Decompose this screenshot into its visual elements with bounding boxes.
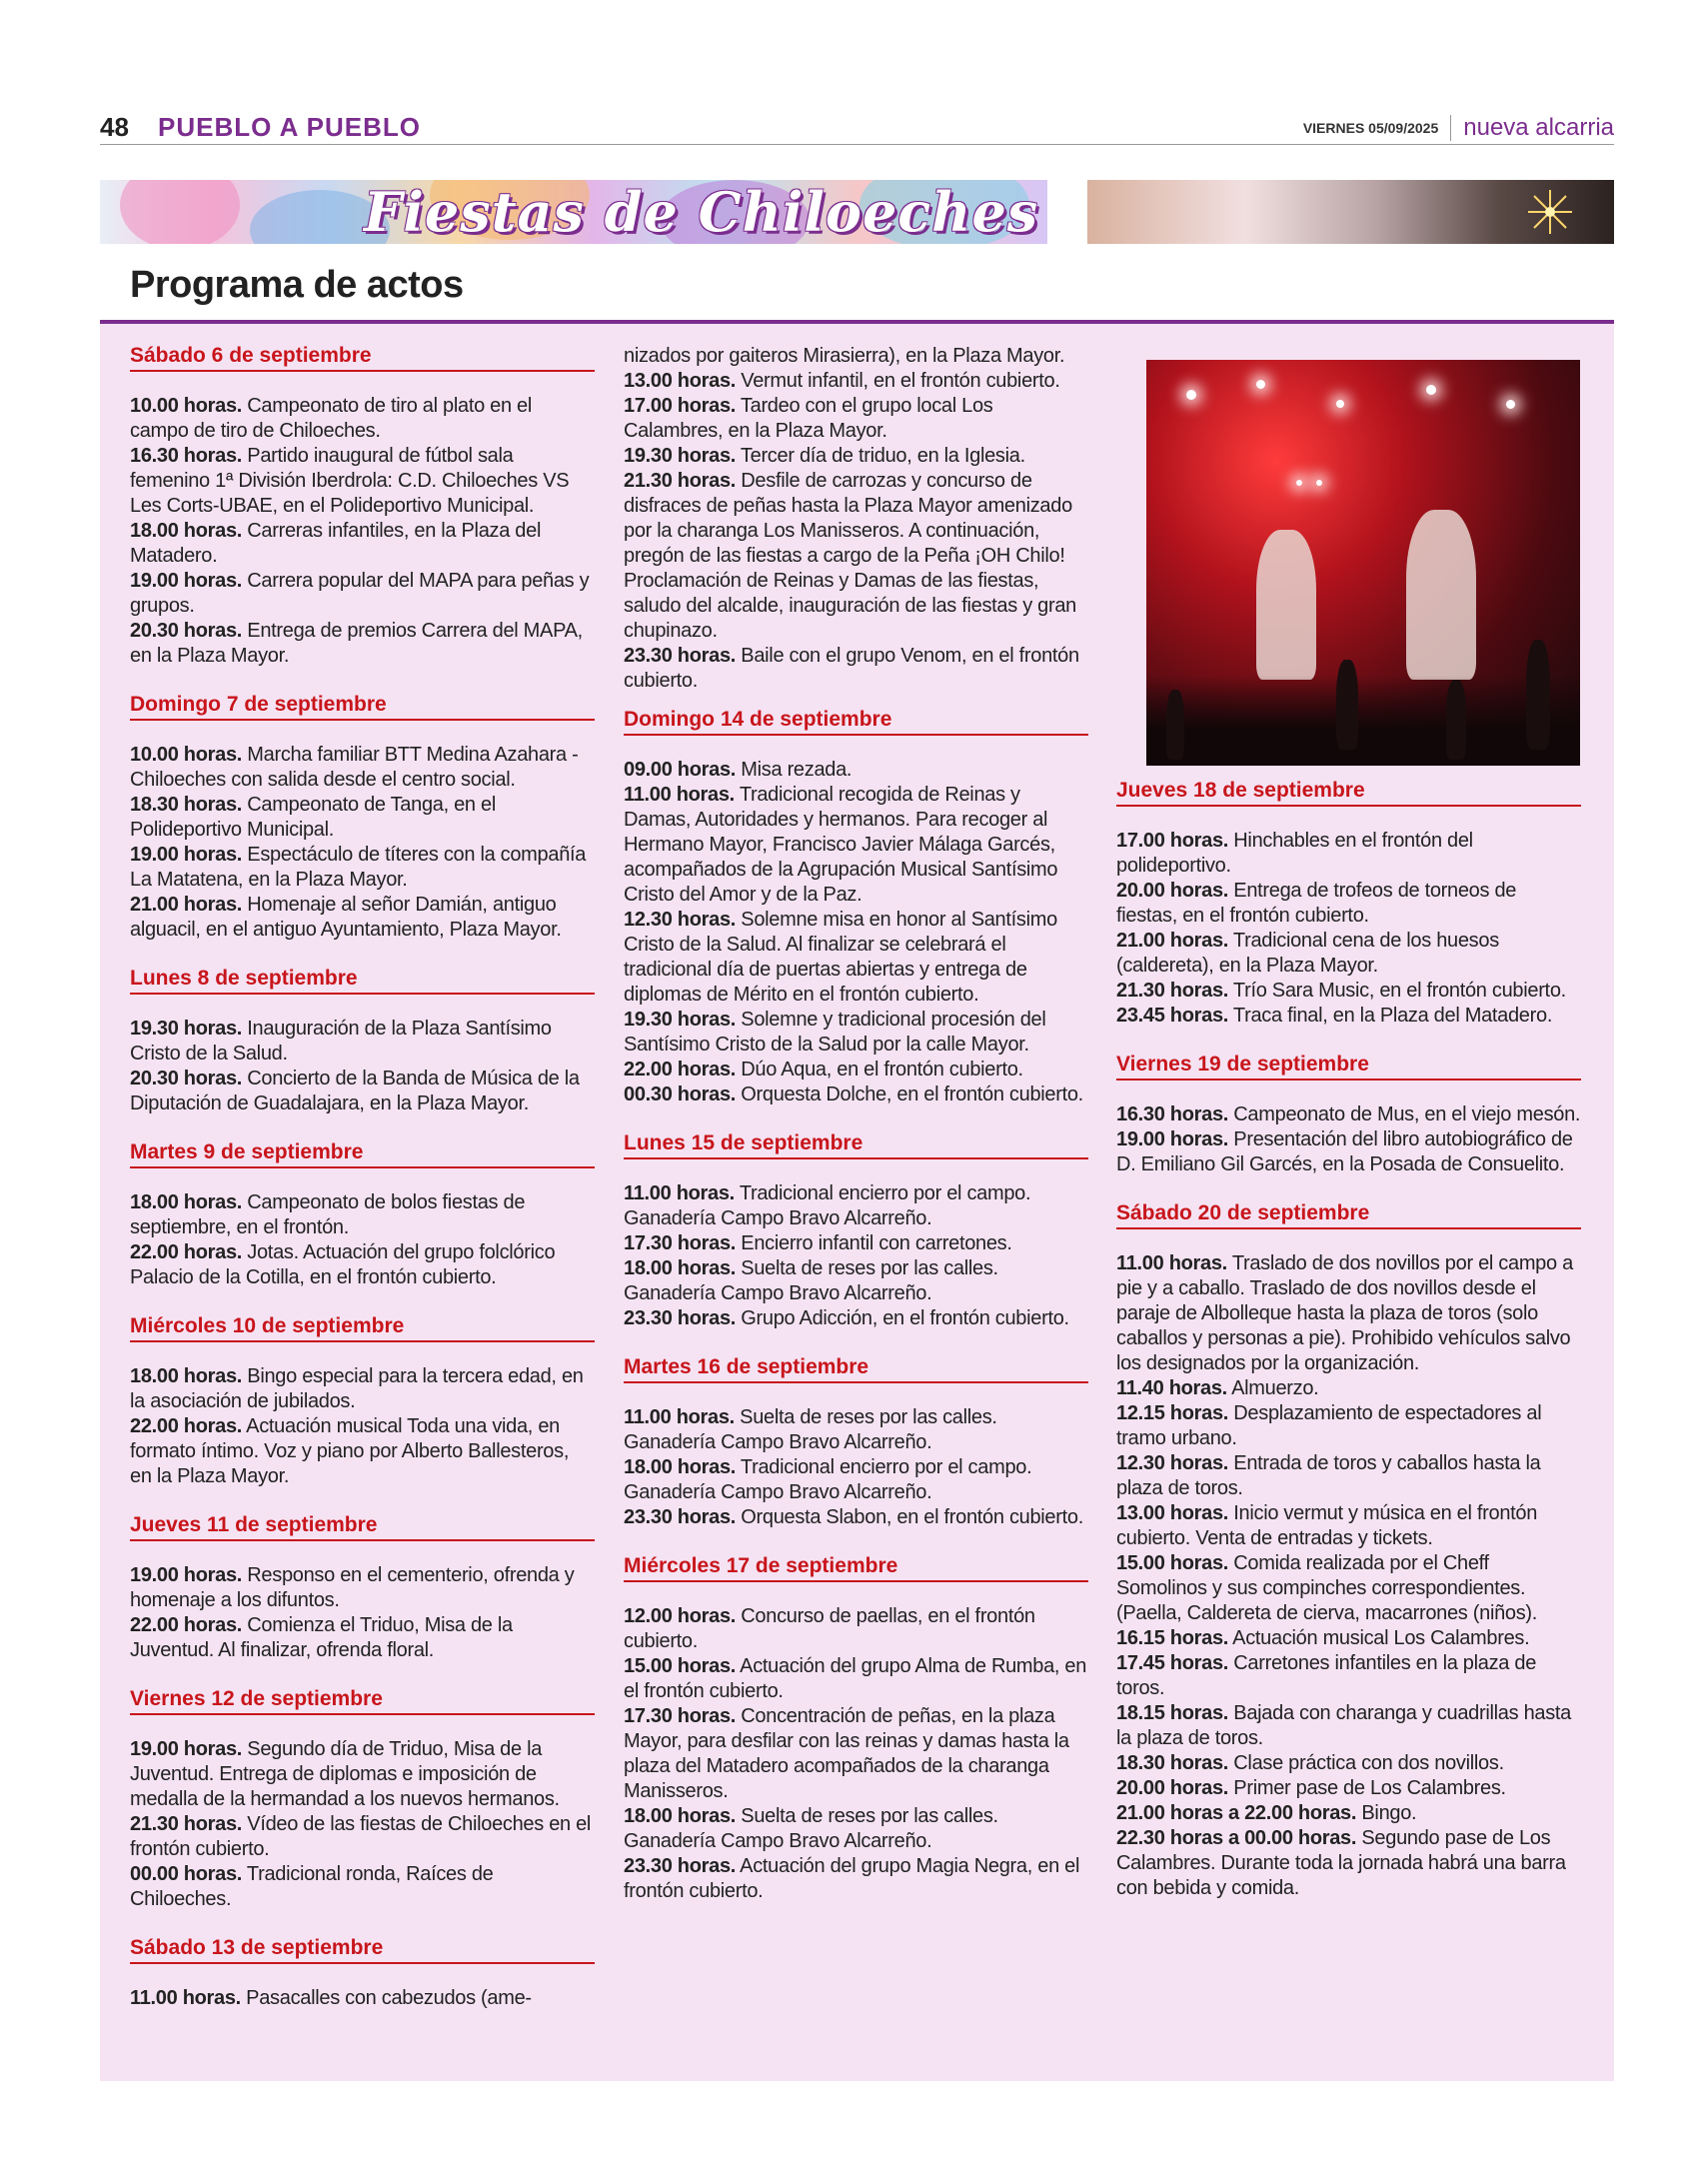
event-time: 21.30 horas. xyxy=(1116,980,1229,1002)
event-time: 23.30 horas. xyxy=(624,1307,737,1329)
program-event xyxy=(624,1306,1088,1331)
day-title: Lunes 15 de septiembre xyxy=(624,1131,1088,1159)
continued-text: nizados por gaiteros Mirasierra), en la Plaza Mayor. xyxy=(624,345,1065,367)
event-description: Tercer día de triduo, en la Iglesia. xyxy=(736,445,1025,467)
program-event xyxy=(624,1654,1088,1704)
event-description: Solemne y tradicional procesión del Santísimo Cristo de la Salud por la calle Mayor. xyxy=(624,1009,1046,1056)
program-event xyxy=(1116,1826,1581,1901)
event-time: 15.00 horas. xyxy=(624,1655,737,1677)
day-block xyxy=(1116,779,1581,1043)
section-title: PUEBLO A PUEBLO xyxy=(158,112,421,142)
program-event xyxy=(130,893,595,943)
event-time: 23.30 horas. xyxy=(624,1855,737,1877)
event-description: Entrega de premios Carrera del MAPA, en la Plaza Mayor. xyxy=(130,620,583,667)
event-description: Suelta de reses por las calles. Ganadería Campo Bravo Alcarreño. xyxy=(624,1406,997,1453)
day-title: Domingo 14 de septiembre xyxy=(624,708,1088,736)
day-block xyxy=(624,1131,1088,1345)
event-time: 21.00 horas a 22.00 horas. xyxy=(1116,1802,1357,1824)
event-time: 12.30 horas. xyxy=(1116,1452,1229,1474)
concert-photo xyxy=(1146,360,1580,766)
event-time: 13.00 horas. xyxy=(624,370,737,392)
day-title: Martes 16 de septiembre xyxy=(624,1355,1088,1383)
event-description: Traslado de dos novillos por el campo a pie y a caballo. Traslado de dos novillos desde el paraje de Albolleque hasta la plaza de toros (solo caballos y personas a pie). Prohibido vehículos salvo los designados por la organización. xyxy=(1116,1252,1573,1374)
event-description: Partido inaugural de fútbol sala femenino 1ª División Iberdrola: C.D. Chiloeches VS Les Corts-UBAE, en el Polideportivo Municipal. xyxy=(130,445,570,517)
program-event xyxy=(1116,1127,1581,1177)
program-event xyxy=(130,743,595,793)
event-description: Encierro infantil con carretones. xyxy=(736,1232,1012,1254)
day-block xyxy=(130,967,595,1130)
event-description: Campeonato de bolos fiestas de septiembre, en el frontón. xyxy=(130,1191,526,1238)
day-block xyxy=(1116,1201,1581,1915)
program-event xyxy=(624,1231,1088,1256)
event-time: 11.00 horas. xyxy=(130,1987,241,2009)
event-time: 21.30 horas. xyxy=(624,470,737,492)
event-description: Pasacalles con cabezudos (ame- xyxy=(240,1987,532,2009)
day-title: Domingo 7 de septiembre xyxy=(130,693,595,721)
program-event xyxy=(130,1986,595,2011)
day-title: Sábado 20 de septiembre xyxy=(1116,1201,1581,1229)
event-description: Baile con el grupo Venom, en el frontón cubierto. xyxy=(624,645,1079,692)
program-event xyxy=(1116,1626,1581,1651)
event-description: Carretones infantiles en la plaza de toros. xyxy=(1116,1652,1537,1699)
day-block xyxy=(130,1314,595,1503)
program-event xyxy=(624,758,1088,783)
program-event xyxy=(624,444,1088,469)
event-description: Tradicional encierro por el campo. Ganadería Campo Bravo Alcarreño. xyxy=(624,1182,1031,1229)
event-description: Segundo pase de Los Calambres. Durante toda la jornada habrá una barra con bebida y comida. xyxy=(1116,1827,1566,1899)
program-event xyxy=(130,1017,595,1067)
program-event xyxy=(1116,1376,1581,1401)
program-event xyxy=(1116,1401,1581,1451)
column-2 xyxy=(624,344,1088,1928)
day-block xyxy=(624,708,1088,1121)
program-event xyxy=(624,783,1088,908)
event-time: 17.45 horas. xyxy=(1116,1652,1229,1674)
header-meta xyxy=(1303,114,1614,142)
event-time: 18.00 horas. xyxy=(130,1365,243,1387)
event-time: 17.30 horas. xyxy=(624,1232,737,1254)
event-description: Traca final, en la Plaza del Matadero. xyxy=(1228,1005,1553,1027)
event-time: 18.30 horas. xyxy=(130,794,243,816)
event-description: Trío Sara Music, en el frontón cubierto. xyxy=(1228,980,1566,1002)
event-time: 18.00 horas. xyxy=(624,1456,737,1478)
day-title: Martes 9 de septiembre xyxy=(130,1140,595,1168)
day-block xyxy=(1116,1053,1581,1191)
event-description: Desplazamiento de espectadores al tramo urbano. xyxy=(1116,1402,1542,1449)
program-event xyxy=(624,1455,1088,1505)
event-description: Bajada con charanga y cuadrillas hasta la plaza de toros. xyxy=(1116,1702,1571,1749)
event-description: Responso en el cementerio, ofrenda y homenaje a los difuntos. xyxy=(130,1564,575,1611)
event-time: 00.30 horas. xyxy=(624,1084,737,1105)
program-event xyxy=(130,1240,595,1290)
event-time: 11.00 horas. xyxy=(624,784,735,806)
program-event xyxy=(130,1414,595,1489)
event-time: 22.00 horas. xyxy=(130,1614,243,1636)
event-description: Tradicional recogida de Reinas y Damas, Autoridades y hermanos. Para recoger al Hermano Mayor, Francisco Javier Málaga Garcés, acompañados de la Agrupación Musical Santísimo Cristo del Amor y de la Paz. xyxy=(624,784,1058,906)
event-time: 18.00 horas. xyxy=(624,1805,737,1827)
event-description: Concurso de paellas, en el frontón cubierto. xyxy=(624,1605,1035,1652)
newspaper-name: nueva alcarria xyxy=(1463,114,1614,141)
event-time: 17.00 horas. xyxy=(1116,830,1229,852)
event-time: 22.00 horas. xyxy=(624,1059,737,1081)
event-description: Orquesta Dolche, en el frontón cubierto. xyxy=(736,1084,1083,1105)
day-title: Jueves 18 de septiembre xyxy=(1116,779,1581,807)
program-event xyxy=(624,1804,1088,1854)
event-description: Clase práctica con dos novillos. xyxy=(1228,1752,1504,1774)
event-description: Jotas. Actuación del grupo folclórico Palacio de la Cotilla, en el frontón cubierto. xyxy=(130,1241,556,1288)
event-time: 22.30 horas a 00.00 horas. xyxy=(1116,1827,1357,1849)
program-event xyxy=(130,394,595,444)
event-time: 23.30 horas. xyxy=(624,1506,737,1528)
program-event xyxy=(1116,1451,1581,1501)
event-description: Concentración de peñas, en la plaza Mayor, para desfilar con las reinas y damas hasta la plaza del Matadero acompañados de la charanga Manisseros. xyxy=(624,1705,1069,1802)
event-time: 22.00 horas. xyxy=(130,1241,243,1263)
program-event xyxy=(1116,1102,1581,1127)
program-event xyxy=(624,908,1088,1008)
event-description: Tradicional ronda, Raíces de Chiloeches. xyxy=(130,1863,494,1910)
event-time: 11.00 horas. xyxy=(1116,1252,1227,1274)
header-divider xyxy=(1450,115,1451,141)
program-event xyxy=(1116,1751,1581,1776)
page-number: 48 xyxy=(100,112,129,142)
event-description: Espectáculo de títeres con la compañía La Matatena, en la Plaza Mayor. xyxy=(130,844,587,891)
event-description: Carrera popular del MAPA para peñas y grupos. xyxy=(130,570,590,617)
event-description: Dúo Aqua, en el frontón cubierto. xyxy=(736,1059,1023,1081)
day-title: Jueves 11 de septiembre xyxy=(130,1513,595,1541)
program-content xyxy=(100,320,1614,2081)
day-title: Miércoles 10 de septiembre xyxy=(130,1314,595,1342)
event-description: Suelta de reses por las calles. Ganadería Campo Bravo Alcarreño. xyxy=(624,1805,998,1852)
program-event xyxy=(1116,1701,1581,1751)
event-description: Campeonato de tiro al plato en el campo de tiro de Chiloeches. xyxy=(130,395,533,442)
program-event xyxy=(624,644,1088,694)
event-time: 18.30 horas. xyxy=(1116,1752,1229,1774)
event-time: 10.00 horas. xyxy=(130,744,243,766)
program-event xyxy=(1116,1004,1581,1029)
event-time: 10.00 horas. xyxy=(130,395,243,417)
program-event xyxy=(624,394,1088,444)
event-description: Bingo especial para la tercera edad, en la asociación de jubilados. xyxy=(130,1365,584,1412)
day-title: Sábado 13 de septiembre xyxy=(130,1936,595,1964)
event-description: Primer pase de Los Calambres. xyxy=(1228,1777,1506,1799)
column-3 xyxy=(1116,779,1581,1925)
program-event xyxy=(130,619,595,669)
column-1 xyxy=(130,344,595,2035)
event-time: 12.00 horas. xyxy=(624,1605,737,1627)
event-description: Campeonato de Tanga, en el Polideportivo Municipal. xyxy=(130,794,496,841)
event-description: Vermut infantil, en el frontón cubierto. xyxy=(736,370,1060,392)
program-event xyxy=(130,1613,595,1663)
program-event xyxy=(1116,829,1581,879)
event-time: 18.00 horas. xyxy=(624,1257,737,1279)
program-event xyxy=(624,1854,1088,1904)
event-time: 11.00 horas. xyxy=(624,1182,735,1204)
event-time: 00.00 horas. xyxy=(130,1863,243,1885)
program-event xyxy=(1116,979,1581,1004)
program-title: Programa de actos xyxy=(130,264,464,306)
event-description: Comienza el Triduo, Misa de la Juventud. Al finalizar, ofrenda floral. xyxy=(130,1614,513,1661)
event-description: Actuación musical Los Calambres. xyxy=(1228,1627,1530,1649)
event-description: Suelta de reses por las calles. Ganadería Campo Bravo Alcarreño. xyxy=(624,1257,998,1304)
event-description: Hinchables en el frontón del polideportivo. xyxy=(1116,830,1473,877)
event-time: 12.30 horas. xyxy=(624,909,737,931)
event-time: 19.30 horas. xyxy=(130,1018,243,1040)
event-description: Tardeo con el grupo local Los Calambres, en la Plaza Mayor. xyxy=(624,395,993,442)
event-time: 16.30 horas. xyxy=(1116,1103,1229,1125)
firework-icon xyxy=(1526,188,1574,236)
event-time: 15.00 horas. xyxy=(1116,1552,1229,1574)
program-event xyxy=(1116,1801,1581,1826)
program-event xyxy=(130,1812,595,1862)
day-block xyxy=(130,1687,595,1926)
event-description: Carreras infantiles, en la Plaza del Matadero. xyxy=(130,520,542,567)
day-title: Viernes 12 de septiembre xyxy=(130,1687,595,1715)
event-time: 20.00 horas. xyxy=(1116,1777,1229,1799)
event-time: 17.00 horas. xyxy=(624,395,737,417)
event-time: 19.30 horas. xyxy=(624,445,737,467)
day-block xyxy=(130,1140,595,1304)
event-time: 18.00 horas. xyxy=(130,1191,243,1213)
program-event xyxy=(130,444,595,519)
day-block xyxy=(624,1355,1088,1544)
program-event xyxy=(130,843,595,893)
event-time: 19.00 horas. xyxy=(1116,1128,1229,1150)
event-time: 21.30 horas. xyxy=(130,1813,243,1835)
event-description: Bingo. xyxy=(1356,1802,1417,1824)
event-description: Actuación del grupo Magia Negra, en el frontón cubierto. xyxy=(624,1855,1080,1902)
program-event xyxy=(130,793,595,843)
event-time: 11.40 horas. xyxy=(1116,1377,1227,1399)
program-event xyxy=(130,1067,595,1116)
event-description: Actuación del grupo Alma de Rumba, en el frontón cubierto. xyxy=(624,1655,1087,1702)
event-time: 21.00 horas. xyxy=(130,894,243,916)
event-description: Entrega de trofeos de torneos de fiestas, en el frontón cubierto. xyxy=(1116,880,1517,927)
issue-date: VIERNES 05/09/2025 xyxy=(1302,120,1439,136)
program-event xyxy=(624,1008,1088,1058)
event-time: 19.00 horas. xyxy=(130,570,243,592)
program-event xyxy=(624,1405,1088,1455)
event-time: 19.00 horas. xyxy=(130,1738,243,1760)
program-event xyxy=(130,519,595,569)
event-time: 19.00 horas. xyxy=(130,1564,243,1586)
program-event xyxy=(1116,929,1581,979)
day-block xyxy=(130,344,595,683)
festival-banner xyxy=(100,180,1614,244)
program-event xyxy=(130,1364,595,1414)
event-description: Vídeo de las fiestas de Chiloeches en el frontón cubierto. xyxy=(130,1813,592,1860)
event-description: Solemne misa en honor al Santísimo Cristo de la Salud. Al finalizar se celebrará el tradicional día de puertas abiertas y entrega de diplomas de Mérito en el frontón cubierto. xyxy=(624,909,1057,1006)
banner-title: Fiestas de Chiloeches xyxy=(364,180,1039,244)
event-time: 17.30 horas. xyxy=(624,1705,737,1727)
event-time: 11.00 horas. xyxy=(624,1406,735,1428)
event-time: 20.00 horas. xyxy=(1116,880,1229,902)
program-event xyxy=(130,1862,595,1912)
program-event xyxy=(624,1256,1088,1306)
event-time: 16.15 horas. xyxy=(1116,1627,1229,1649)
program-event xyxy=(624,1704,1088,1804)
event-description: Concierto de la Banda de Música de la Diputación de Guadalajara, en la Plaza Mayor. xyxy=(130,1068,580,1114)
banner-artwork xyxy=(100,180,1047,244)
program-event xyxy=(624,1505,1088,1530)
event-description: Presentación del libro autobiográfico de D. Emiliano Gil Garcés, en la Posada de Consuelito. xyxy=(1116,1128,1573,1175)
day-block xyxy=(130,1936,595,2025)
event-time: 19.00 horas. xyxy=(130,844,243,866)
event-description: Inauguración de la Plaza Santísimo Cristo de la Salud. xyxy=(130,1018,552,1065)
program-event xyxy=(130,569,595,619)
event-description: Inicio vermut y música en el frontón cubierto. Venta de entradas y tickets. xyxy=(1116,1502,1538,1549)
program-event xyxy=(624,469,1088,644)
event-description: Homenaje al señor Damián, antiguo alguacil, en el antiguo Ayuntamiento, Plaza Mayor. xyxy=(130,894,562,941)
event-time: 16.30 horas. xyxy=(130,445,243,467)
event-time: 13.00 horas. xyxy=(1116,1502,1229,1524)
program-event xyxy=(624,1181,1088,1231)
event-time: 18.15 horas. xyxy=(1116,1702,1229,1724)
program-event xyxy=(1116,1776,1581,1801)
event-time: 22.00 horas. xyxy=(130,1415,243,1437)
day-title: Lunes 8 de septiembre xyxy=(130,967,595,995)
page-header xyxy=(100,112,1614,145)
program-event xyxy=(1116,1501,1581,1551)
event-description: Entrada de toros y caballos hasta la plaza de toros. xyxy=(1116,1452,1541,1499)
program-event xyxy=(1116,1651,1581,1701)
event-time: 20.30 horas. xyxy=(130,1068,243,1090)
event-description: Comida realizada por el Cheff Somolinos y sus compinches correspondientes. (Paella, Caldereta de cierva, macarrones (niños). xyxy=(1116,1552,1538,1624)
program-event xyxy=(624,369,1088,394)
event-time: 19.30 horas. xyxy=(624,1009,737,1031)
program-event xyxy=(624,1083,1088,1107)
event-description: Marcha familiar BTT Medina Azahara - Chiloeches con salida desde el centro social. xyxy=(130,744,579,791)
event-description: Tradicional cena de los huesos (caldereta), en la Plaza Mayor. xyxy=(1116,930,1499,977)
day-block xyxy=(130,1513,595,1677)
event-description: Orquesta Slabon, en el frontón cubierto. xyxy=(736,1506,1083,1528)
program-event xyxy=(624,1058,1088,1083)
event-time: 21.00 horas. xyxy=(1116,930,1229,952)
event-description: Misa rezada. xyxy=(736,759,853,781)
event-description: Segundo día de Triduo, Misa de la Juventud. Entrega de diplomas e imposición de medalla de la hermandad a los nuevos hermanos. xyxy=(130,1738,560,1810)
event-description: Desfile de carrozas y concurso de disfraces de peñas hasta la Plaza Mayor amenizado por la charanga Los Manisseros. A continuación, pregón de las fiestas a cargo de la Peña ¡OH Chilo! Proclamación de Reinas y Damas de las fiestas, saludo del alcalde, inauguración de las fiestas y gran chupinazo. xyxy=(624,470,1076,642)
event-time: 18.00 horas. xyxy=(130,520,243,542)
event-description: Grupo Adicción, en el frontón cubierto. xyxy=(736,1307,1069,1329)
program-event xyxy=(1116,1251,1581,1376)
day-title: Viernes 19 de septiembre xyxy=(1116,1053,1581,1081)
event-time: 09.00 horas. xyxy=(624,759,737,781)
event-time: 23.30 horas. xyxy=(624,645,737,667)
day-block xyxy=(130,693,595,957)
program-event xyxy=(130,1737,595,1812)
program-event xyxy=(624,1604,1088,1654)
program-event xyxy=(130,1563,595,1613)
day-title: Miércoles 17 de septiembre xyxy=(624,1554,1088,1582)
event-description: Tradicional encierro por el campo. Ganadería Campo Bravo Alcarreño. xyxy=(624,1456,1032,1503)
event-description: Actuación musical Toda una vida, en formato íntimo. Voz y piano por Alberto Ballesteros, en la Plaza Mayor. xyxy=(130,1415,570,1487)
event-description: Almuerzo. xyxy=(1226,1377,1319,1399)
program-event xyxy=(1116,879,1581,929)
event-description: Campeonato de Mus, en el viejo mesón. xyxy=(1228,1103,1581,1125)
program-event xyxy=(1116,1551,1581,1626)
day-block xyxy=(624,1554,1088,1918)
day-title: Sábado 6 de septiembre xyxy=(130,344,595,372)
banner-photo xyxy=(1087,180,1614,244)
event-time: 20.30 horas. xyxy=(130,620,243,642)
program-event xyxy=(130,1190,595,1240)
event-time: 23.45 horas. xyxy=(1116,1005,1229,1027)
event-time: 12.15 horas. xyxy=(1116,1402,1229,1424)
